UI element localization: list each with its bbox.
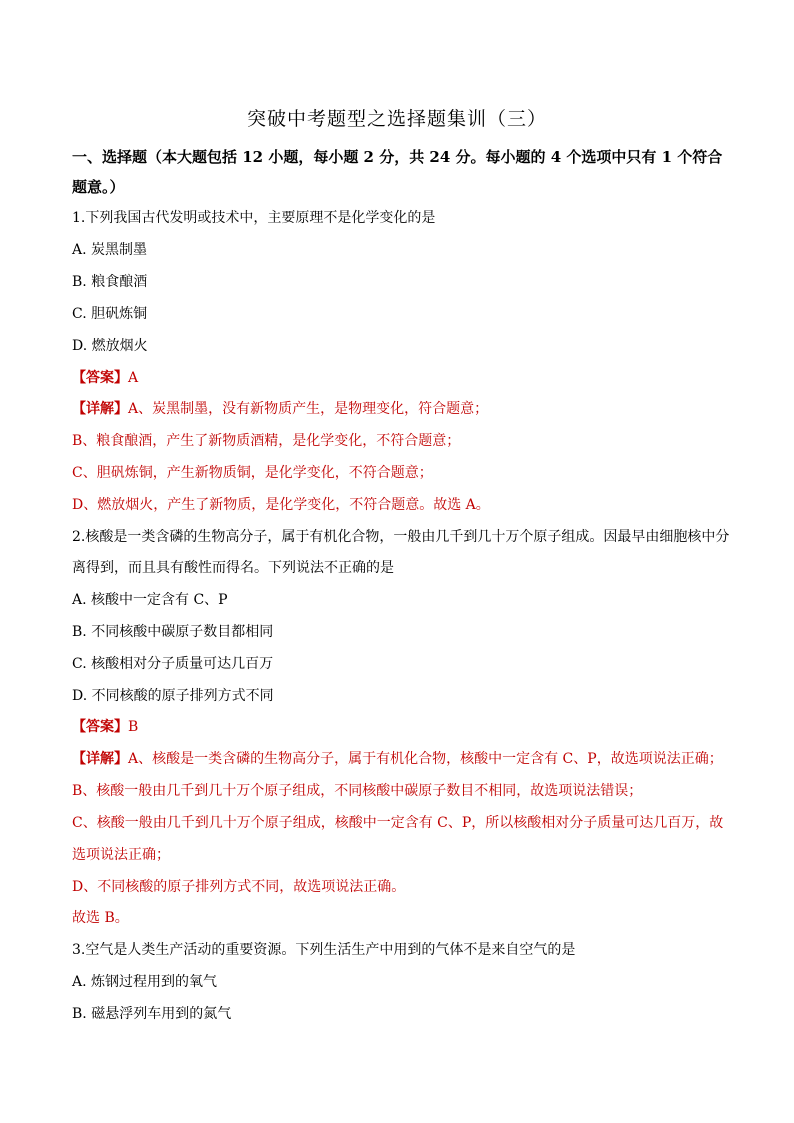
q3-stem: 3.空气是人类生产活动的重要资源。下列生活生产中用到的气体不是来自空气的是 xyxy=(72,942,576,958)
q2-detail-c-line2: 选项说法正确； xyxy=(72,847,170,863)
q2-option-b: B. 不同核酸中碳原子数目都相同 xyxy=(72,624,274,640)
q2-option-d: D. 不同核酸的原子排列方式不同 xyxy=(72,688,274,704)
q2-stem-line2: 离得到，而且具有酸性而得名。下列说法不正确的是 xyxy=(72,560,394,576)
q1-detail-a xyxy=(72,398,732,418)
q2-option-a: A. 核酸中一定含有 C、P xyxy=(72,592,228,608)
q2-answer xyxy=(72,716,732,736)
q1-detail-d: D、燃放烟火，产生了新物质，是化学变化，不符合题意。故选 A。 xyxy=(72,497,490,513)
q2-detail-d: D、不同核酸的原子排列方式不同，故选项说法正确。 xyxy=(72,879,406,895)
detail-tag: 【详解】 xyxy=(72,751,128,767)
page-title: 突破中考题型之选择题集训（三） xyxy=(246,108,547,130)
q1-option-d: D. 燃放烟火 xyxy=(72,338,148,354)
answer-value: B xyxy=(128,719,139,735)
detail-text: A、核酸是一类含磷的生物高分子，属于有机化合物，核酸中一定含有 C、P，故选项说法正确； xyxy=(128,751,723,767)
q1-option-a: A. 炭黑制墨 xyxy=(72,242,148,258)
q1-stem: 1.下列我国古代发明或技术中，主要原理不是化学变化的是 xyxy=(72,210,436,226)
detail-tag: 【详解】 xyxy=(72,401,128,417)
q1-option-b: B. 粮食酿酒 xyxy=(72,274,148,290)
answer-tag: 【答案】 xyxy=(72,719,128,735)
q2-stem-line1: 2.核酸是一类含磷的生物高分子，属于有机化合物，一般由几千到几十万个原子组成。因最早由细胞核中分 xyxy=(72,529,730,545)
q1-detail-c: C、胆矾炼铜，产生新物质铜，是化学变化，不符合题意； xyxy=(72,465,433,481)
q2-detail-a xyxy=(72,748,732,768)
answer-tag: 【答案】 xyxy=(72,370,128,386)
q1-option-c: C. 胆矾炼铜 xyxy=(72,306,148,322)
q2-option-c: C. 核酸相对分子质量可达几百万 xyxy=(72,656,274,672)
detail-text: A、炭黑制墨，没有新物质产生，是物理变化，符合题意； xyxy=(128,401,489,417)
q3-option-a: A. 炼钢过程用到的氧气 xyxy=(72,974,218,990)
answer-value: A xyxy=(128,370,139,386)
q1-answer xyxy=(72,367,732,387)
q1-detail-b: B、粮食酿酒，产生了新物质酒精，是化学变化，不符合题意； xyxy=(72,433,461,449)
q2-conclusion: 故选 B。 xyxy=(72,910,129,926)
q2-detail-b: B、核酸一般由几千到几十万个原子组成，不同核酸中碳原子数目不相同，故选项说法错误； xyxy=(72,783,643,799)
section-heading: 一、选择题（本大题包括 12 小题，每小题 2 分，共 24 分。每小题的 4 个选项中只有 1 个符合题意。） xyxy=(72,148,723,196)
q2-detail-c-line1: C、核酸一般由几千到几十万个原子组成，核酸中一定含有 C、P，所以核酸相对分子质量可达几百万，故 xyxy=(72,815,724,831)
q3-option-b: B. 磁悬浮列车用到的氮气 xyxy=(72,1006,232,1022)
